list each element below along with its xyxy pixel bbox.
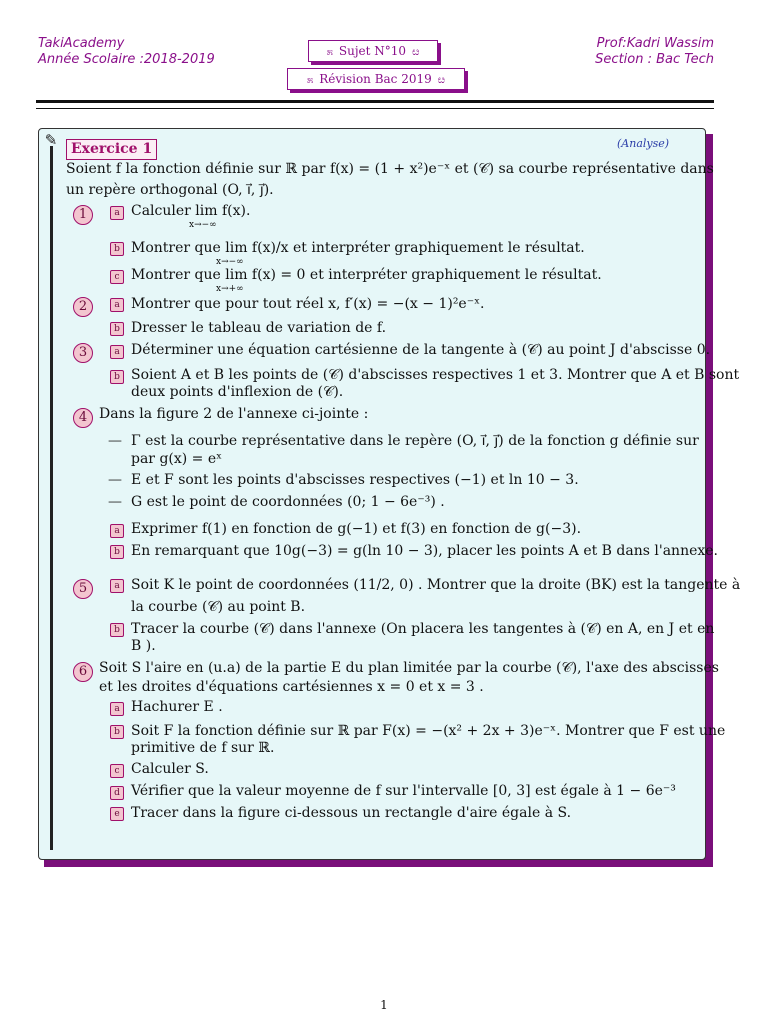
item-5a-line-1: Soit K le point de coordonnées (11/2, 0) . Montrer que la droite (BK) est la tangente à xyxy=(131,577,741,593)
item-5b-line-1: Tracer la courbe (𝒞) dans l'annexe (On placera les tangentes à (𝒞) en A, en J et en xyxy=(131,621,715,637)
item-2a: Montrer que pour tout réel x, f′(x) = −(x − 1)²e⁻ˣ. xyxy=(131,296,485,312)
intro-line-1: Soient f la fonction définie sur ℝ par f(x) = (1 + x²)e⁻ˣ et (𝒞) sa courbe représentative dans xyxy=(66,161,714,177)
school-year: Année Scolaire :2018-2019 xyxy=(38,52,215,67)
item-label-1b: b xyxy=(110,242,124,256)
item-label-5a: a xyxy=(110,579,124,593)
header-right xyxy=(595,36,714,68)
question-number-4: 4 xyxy=(73,408,93,428)
q4-desc-3: G est le point de coordonnées (0; 1 − 6e⁻³) . xyxy=(131,494,445,510)
item-3b-line-1: Soient A et B les points de (𝒞) d'abscisses respectives 1 et 3. Montrer que A et B sont xyxy=(131,367,740,383)
item-6a: Hachurer E . xyxy=(131,699,223,715)
pencil-icon: ✎ xyxy=(44,131,58,149)
q4-desc-1-line-1: Γ est la courbe représentative dans le repère (O, i⃗, j⃗) de la fonction g définie sur xyxy=(131,433,699,449)
item-label-6d: d xyxy=(110,786,124,800)
item-4b: En remarquant que 10g(−3) = g(ln 10 − 3), placer les points A et B dans l'annexe. xyxy=(131,543,719,559)
subject-label: Sujet N°10 xyxy=(338,44,407,58)
item-label-5b: b xyxy=(110,623,124,637)
q4-desc-1-line-2: par g(x) = eˣ xyxy=(131,451,223,467)
dash-3: — xyxy=(108,494,122,510)
question-number-5: 5 xyxy=(73,579,93,599)
intro-line-2: un repère orthogonal (O, i⃗, j⃗). xyxy=(66,182,274,198)
question-number-6: 6 xyxy=(73,662,93,682)
item-6b-line-2: primitive de f sur ℝ. xyxy=(131,740,275,756)
teacher-name: Prof:Kadri Wassim xyxy=(596,36,714,51)
item-1b-limit-sub: x→−∞ xyxy=(216,257,244,267)
ornament-left-icon: ೫ xyxy=(307,73,314,86)
question-6-intro-line-2: et les droites d'équations cartésiennes x = 0 et x = 3 . xyxy=(99,679,484,695)
revision-tag xyxy=(287,68,465,90)
section-name: Section : Bac Tech xyxy=(595,52,714,67)
question-number-3: 3 xyxy=(73,343,93,363)
item-label-2a: a xyxy=(110,298,124,312)
item-label-1a: a xyxy=(110,206,124,220)
revision-label: Révision Bac 2019 xyxy=(319,72,432,86)
question-number-1: 1 xyxy=(73,205,93,225)
item-1a-limit-sub: x→−∞ xyxy=(189,220,217,230)
item-label-4b: b xyxy=(110,545,124,559)
header-left xyxy=(38,36,215,68)
header-rule-thin xyxy=(36,108,714,109)
page-number: 1 xyxy=(380,998,388,1012)
subject-tag xyxy=(308,40,438,62)
item-4a: Exprimer f(1) en fonction de g(−1) et f(3) en fonction de g(−3). xyxy=(131,521,582,537)
exercise-category: (Analyse) xyxy=(617,137,670,150)
item-6b-line-1: Soit F la fonction définie sur ℝ par F(x) = −(x² + 2x + 3)e⁻ˣ. Montrer que F est une xyxy=(131,723,726,739)
item-label-3b: b xyxy=(110,370,124,384)
item-label-4a: a xyxy=(110,524,124,538)
dash-2: — xyxy=(108,472,122,488)
item-5a-line-2: la courbe (𝒞) au point B. xyxy=(131,599,306,615)
ornament-right-icon: ೞ xyxy=(412,45,420,58)
exercise-title: Exercice 1 xyxy=(66,139,157,160)
item-label-6b: b xyxy=(110,725,124,739)
item-label-6e: e xyxy=(110,807,124,821)
question-number-2: 2 xyxy=(73,297,93,317)
dash-1: — xyxy=(108,433,122,449)
item-label-6c: c xyxy=(110,764,124,778)
item-6e: Tracer dans la figure ci-dessous un rectangle d'aire égale à S. xyxy=(131,805,572,821)
item-6c: Calculer S. xyxy=(131,761,209,777)
item-label-2b: b xyxy=(110,322,124,336)
question-4-intro: Dans la figure 2 de l'annexe ci-jointe : xyxy=(99,406,369,422)
item-1c-limit-sub: x→+∞ xyxy=(216,284,244,294)
ornament-right-icon: ೞ xyxy=(437,73,445,86)
question-6-intro-line-1: Soit S l'aire en (u.a) de la partie E du plan limitée par la courbe (𝒞), l'axe des abscisses xyxy=(99,660,719,676)
ornament-left-icon: ೫ xyxy=(326,45,333,58)
school-name: TakiAcademy xyxy=(38,36,125,51)
item-label-3a: a xyxy=(110,345,124,359)
item-label-1c: c xyxy=(110,270,124,284)
exercise-left-bar xyxy=(50,146,53,850)
item-3a: Déterminer une équation cartésienne de la tangente à (𝒞) au point J d'abscisse 0. xyxy=(131,342,711,358)
header-rule-thick xyxy=(36,100,714,103)
item-1c: Montrer que lim f(x) = 0 et interpréter graphiquement le résultat. xyxy=(131,267,602,283)
item-label-6a: a xyxy=(110,702,124,716)
item-5b-line-2: B ). xyxy=(131,638,156,654)
item-6d: Vérifier que la valeur moyenne de f sur l'intervalle [0, 3] est égale à 1 − 6e⁻³ xyxy=(131,783,676,799)
q4-desc-2: E et F sont les points d'abscisses respectives (−1) et ln 10 − 3. xyxy=(131,472,579,488)
item-1a: Calculer lim f(x). xyxy=(131,203,251,219)
item-1b: Montrer que lim f(x)/x et interpréter graphiquement le résultat. xyxy=(131,240,585,256)
item-2b: Dresser le tableau de variation de f. xyxy=(131,320,387,336)
item-3b-line-2: deux points d'inflexion de (𝒞). xyxy=(131,384,344,400)
